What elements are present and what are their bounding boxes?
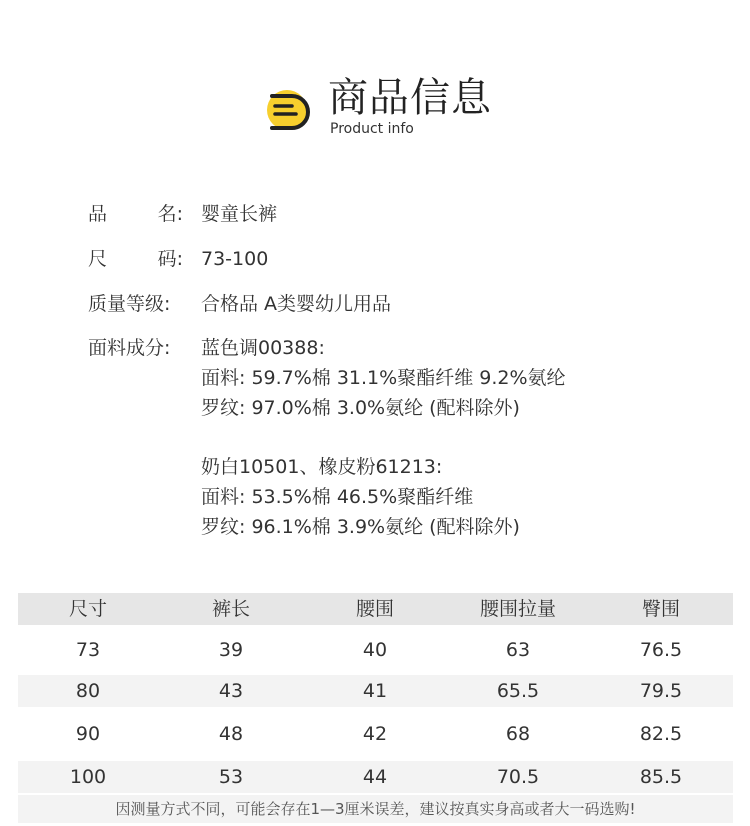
table-row <box>18 675 733 707</box>
info-value: 73-100 <box>201 248 269 270</box>
table-cell: 82.5 <box>639 723 683 745</box>
info-value: 蓝色调00388: <box>201 337 325 359</box>
table-cell: 41 <box>362 680 388 702</box>
table-cell: 53 <box>218 766 244 788</box>
info-label <box>88 244 183 274</box>
table-cell: 63 <box>505 639 531 661</box>
table-row <box>18 718 733 750</box>
table-cell: 79.5 <box>639 680 683 702</box>
table-cell: 42 <box>362 723 388 745</box>
info-value: 婴童长裤 <box>201 203 278 225</box>
table-row <box>18 634 733 666</box>
table-header-cell: 腰围拉量 <box>479 598 556 620</box>
table-cell: 40 <box>362 639 388 661</box>
info-label: 质量等级: <box>88 293 171 315</box>
table-header-row <box>18 593 733 625</box>
table-cell: 65.5 <box>496 680 540 702</box>
table-cell: 85.5 <box>639 766 683 788</box>
table-cell: 39 <box>218 639 244 661</box>
fabric-text: 面料: 53.5%棉 46.5%聚酯纤维 <box>201 486 474 508</box>
info-value: 合格品 A类婴幼儿用品 <box>201 293 392 315</box>
fabric-text: 罗纹: 97.0%棉 3.0%氨纶 (配料除外) <box>201 397 520 419</box>
fabric-text: 罗纹: 96.1%棉 3.9%氨纶 (配料除外) <box>201 516 520 538</box>
table-header-cell: 腰围 <box>355 598 394 620</box>
table-header-cell: 臀围 <box>641 598 680 620</box>
table-cell: 76.5 <box>639 639 683 661</box>
page-title: 商品信息 <box>328 75 492 121</box>
table-header-cell: 尺寸 <box>68 598 107 620</box>
label-part: 码: <box>157 248 183 270</box>
section-header <box>262 74 522 144</box>
table-row <box>18 761 733 793</box>
table-cell: 80 <box>75 680 101 702</box>
table-cell: 90 <box>75 723 101 745</box>
table-cell: 100 <box>69 766 107 788</box>
label-part: 品 <box>88 203 108 225</box>
table-cell: 73 <box>75 639 101 661</box>
page-subtitle: Product info <box>330 121 414 137</box>
measurement-note: 因测量方式不同，可能会存在1—3厘米误差，建议按真实身高或者大一码选购! <box>115 800 636 818</box>
table-header-cell: 裤长 <box>211 598 250 620</box>
info-label <box>88 199 183 229</box>
label-part: 尺 <box>88 248 108 270</box>
info-label: 面料成分: <box>88 337 171 359</box>
table-cell: 70.5 <box>496 766 540 788</box>
table-cell: 44 <box>362 766 388 788</box>
fabric-text: 奶白10501、橡皮粉61213: <box>201 456 443 478</box>
document-lines-icon <box>262 86 312 134</box>
label-part: 名: <box>157 203 183 225</box>
table-cell: 43 <box>218 680 244 702</box>
fabric-text: 面料: 59.7%棉 31.1%聚酯纤维 9.2%氨纶 <box>201 367 566 389</box>
table-cell: 68 <box>505 723 531 745</box>
table-cell: 48 <box>218 723 244 745</box>
